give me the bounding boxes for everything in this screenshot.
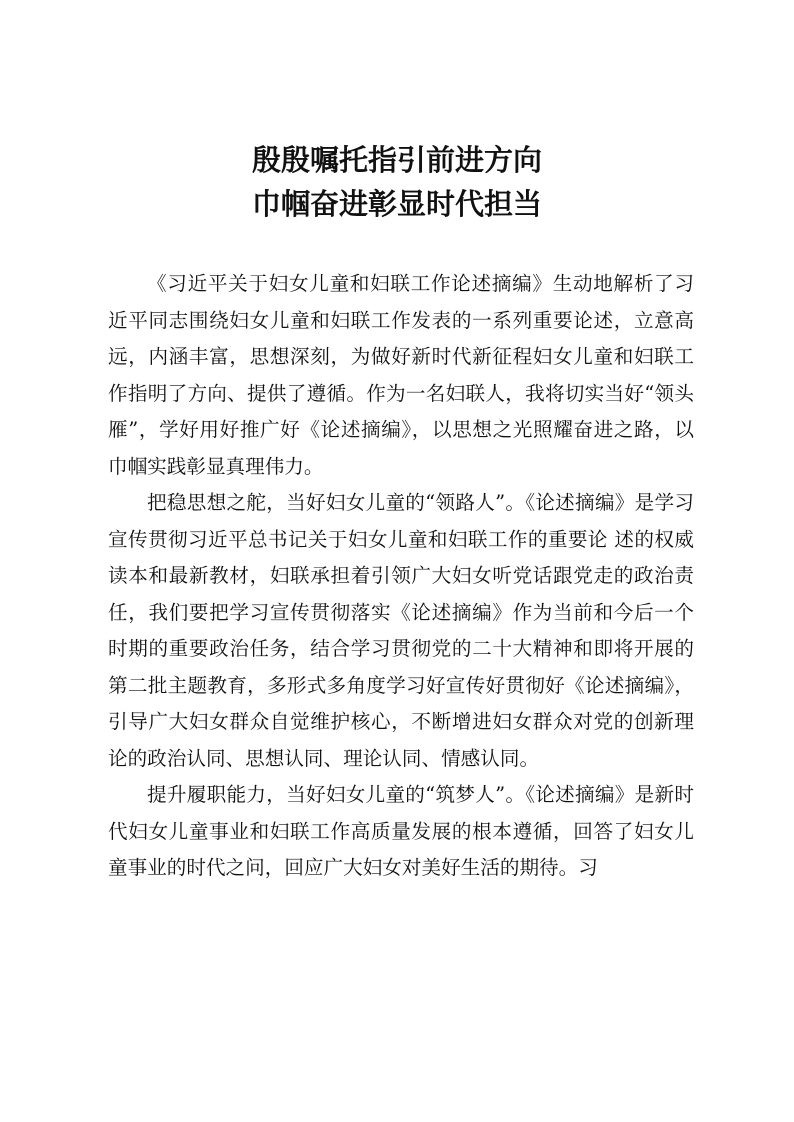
paragraph-dream: 提升履职能力，当好妇女儿童的“筑梦人”。《论述摘编》是新时代妇女儿童事业和妇联工作高质量发展的根本遵循，回答了妇女儿童事业的时代之问，回应广大妇女对美好生活的期待。习 xyxy=(108,783,694,879)
paragraph-intro: 《习近平关于妇女儿童和妇联工作论述摘编》生动地解析了习近平同志围绕妇女儿童和妇联工作发表的一系列重要论述，立意高远，内涵丰富，思想深刻，为做好新时代新征程妇女儿童和妇联工作指明了方向、提供了遵循。作为一名妇联人，我将切实当好“领头雁”，学好用好推广好《论述摘编》，以思想之光照耀奋进之路，以巾帼实践彰显真理伟力。 xyxy=(108,272,694,478)
title-line-2: 巾帼奋进彰显时代担当 xyxy=(251,187,542,221)
document-body xyxy=(108,266,694,887)
title-line-1: 殷殷嘱托指引前进方向 xyxy=(251,143,542,177)
document-title xyxy=(0,138,794,226)
paragraph-guide: 把稳思想之舵，当好妇女儿童的“领路人”。《论述摘编》是学习宣传贯彻习近平总书记关于妇女儿童和妇联工作的重要论 述的权威读本和最新教材，妇联承担着引领广大妇女听党话跟党走的政治责任，我们要把学习宣传贯彻落实《论述摘编》作为当前和今后一个时期的重要政治任务，结合学习贯彻党的二十大精神和即将开展的第二批主题教育，多形式多角度学习好宣传好贯彻好《论述摘编》，引导广大妇女群众自觉维护核心，不断增进妇女群众对党的创新理论的政治认同、思想认同、理论认同、情感认同。 xyxy=(108,491,694,770)
